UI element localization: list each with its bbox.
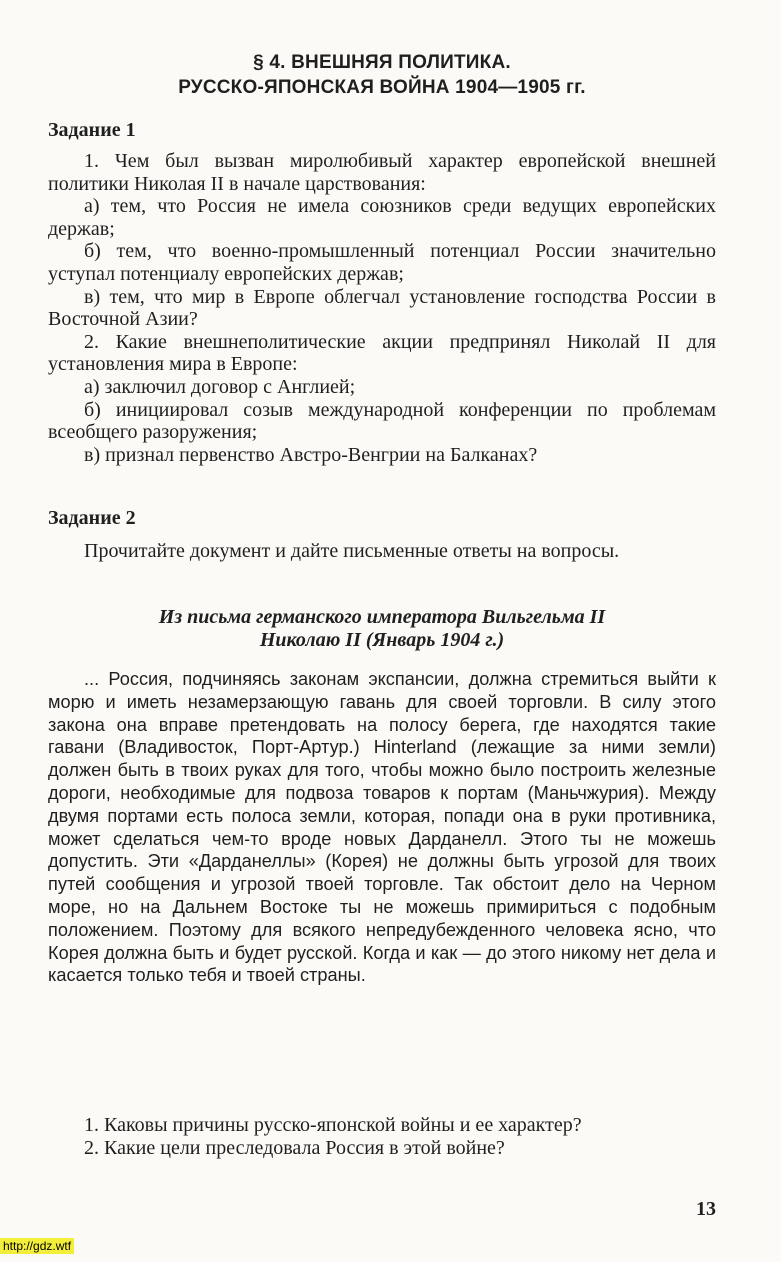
task-1-question-1-option-c: в) тем, что мир в Европе облегчал установление господства России в Восточной Азии? xyxy=(48,285,716,331)
page-number: 13 xyxy=(696,1198,716,1220)
document-title-line-1: Из письма германского императора Вильгельма II xyxy=(158,606,606,628)
task-1-heading: Задание 1 xyxy=(48,119,136,141)
section-title xyxy=(48,50,716,100)
task-2-heading: Задание 2 xyxy=(48,507,136,529)
task-2-intro: Прочитайте документ и дайте письменные ответы на вопросы. xyxy=(84,540,620,562)
section-title-line-2: РУССКО-ЯПОНСКАЯ ВОЙНА 1904—1905 гг. xyxy=(178,77,586,98)
task-1-question-2-option-b: б) инициировал созыв международной конференции по проблемам всеобщего разоружения; xyxy=(48,398,716,444)
task-2-question-1: 1. Каковы причины русско-японской войны и ее характер? xyxy=(84,1114,582,1136)
task-1-question-1: 1. Чем был вызван миролюбивый характер европейской внешней политики Николая II в начале царствования: xyxy=(48,150,716,195)
textbook-page xyxy=(48,50,716,1220)
task-2-questions xyxy=(48,1114,716,1159)
document-text: ... Россия, подчиняясь законам экспансии, должна стремиться выйти к морю и иметь незамерзающую гавань для своей торговли. В силу этого закона она вправе претендовать на полосу берега, где находятся такие гавани (Владивосток, Порт-Артур.) Hinterland (лежащие за ними земли) должен быть в твоих руках для того, чтобы можно было построить железные дороги, необходимые для подвоза товаров к портам (Маньчжурия). Между двумя портами есть полоса земли, которая, попади она в руки противника, может сделаться чем-то вроде новых Дарданелл. Этого ты не можешь допустить. Эти «Дарданеллы» (Корея) не должны быть угрозой для твоих путей сообщения и угрозой твоей торговле. Так обстоит дело на Черном море, но на Дальнем Востоке ты не можешь примириться с подобным положением. Поэтому для всякого непредубежденного человека ясно, что Корея должна быть и будет русской. Когда и как — до этого никому нет дела и касается только тебя и твоей страны. xyxy=(48,669,716,986)
task-1-questions xyxy=(48,150,716,466)
task-1-question-1-option-a: а) тем, что Россия не имела союзников среди ведущих европейских держав; xyxy=(48,195,716,240)
task-2-intro-block xyxy=(48,540,716,563)
section-title-line-1: § 4. ВНЕШНЯЯ ПОЛИТИКА. xyxy=(253,52,511,73)
document-excerpt xyxy=(48,668,716,987)
task-1-question-1-option-b: б) тем, что военно-промышленный потенциал России значительно уступал потенциалу европейских держав; xyxy=(48,240,716,285)
task-1-question-2-option-a: а) заключил договор с Англией; xyxy=(84,375,356,398)
document-title-line-2: Николаю II (Январь 1904 г.) xyxy=(259,629,505,651)
task-2-question-2: 2. Какие цели преследовала Россия в этой войне? xyxy=(84,1136,505,1159)
task-1-question-2: 2. Какие внешнеполитические акции предпринял Николай II для установления мира в Европе: xyxy=(48,330,716,376)
task-1-question-2-option-c: в) признал первенство Австро-Венгрии на Балканах? xyxy=(84,443,538,466)
watermark-link[interactable]: http://gdz.wtf xyxy=(0,1238,74,1254)
document-title xyxy=(48,606,716,652)
